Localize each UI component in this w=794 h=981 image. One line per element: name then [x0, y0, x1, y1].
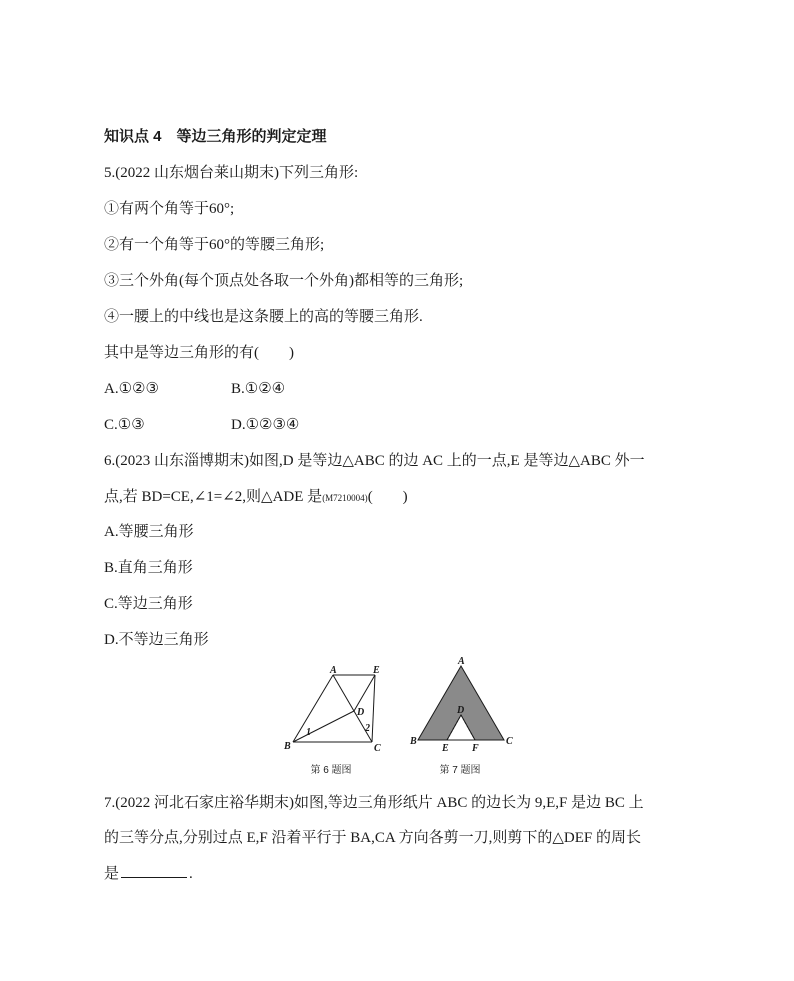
q5-item-2: ②有一个角等于60°的等腰三角形; — [104, 237, 325, 253]
fig6-segment-ec — [372, 675, 375, 742]
fig7-label-a: A — [458, 656, 465, 667]
q7-stem-line-3 — [104, 863, 193, 883]
q6-stem-text: 点,若 BD=CE,∠1=∠2,则△ADE 是 — [104, 489, 323, 505]
fig6-label-a: A — [330, 665, 337, 676]
fig7-label-b: B — [410, 736, 417, 747]
q7-line3-prefix: 是 — [104, 866, 120, 882]
q6-option-b: B.直角三角形 — [104, 560, 193, 576]
q5-option-d: D.①②③④ — [231, 417, 300, 433]
fig7-label-c: C — [506, 736, 513, 747]
fig6-segment-de — [354, 675, 375, 711]
q6-option-a: A.等腰三角形 — [104, 524, 194, 540]
fig7-caption: 第 7 题图 — [439, 765, 481, 776]
section-heading: 知识点 4 等边三角形的判定定理 — [104, 128, 327, 145]
q6-option-d: D.不等边三角形 — [104, 632, 209, 648]
q5-question: 其中是等边三角形的有( ) — [104, 345, 294, 361]
q5-stem: 5.(2022 山东烟台莱山期末)下列三角形: — [104, 165, 359, 181]
fig6-label-angle-1: 1 — [306, 727, 311, 738]
q7-line3-suffix: . — [189, 866, 193, 882]
q5-item-1: ①有两个角等于60°; — [104, 201, 235, 217]
fig6-label-d: D — [357, 707, 365, 718]
q6-stem-line-2 — [104, 487, 408, 507]
q5-item-3: ③三个外角(每个顶点处各取一个外角)都相等的三角形; — [104, 273, 464, 289]
fig6-label-e: E — [373, 665, 380, 676]
fig6-label-c: C — [374, 743, 381, 754]
q7-stem-line-1: 7.(2022 河北石家庄裕华期末)如图,等边三角形纸片 ABC 的边长为 9,E,F 是边 BC 上 — [104, 795, 644, 811]
fig6-label-b: B — [284, 741, 291, 752]
q5-item-4: ④一腰上的中线也是这条腰上的高的等腰三角形. — [104, 309, 423, 325]
q5-option-c: C.①③ — [104, 417, 145, 433]
fig7-label-e: E — [442, 743, 449, 754]
fig7-shaded-region — [418, 666, 504, 740]
q5-option-b: B.①②④ — [231, 381, 286, 397]
figures — [280, 655, 520, 760]
q5-option-a: A.①②③ — [104, 381, 159, 397]
q6-answer-blank: ( ) — [367, 489, 408, 505]
fig6-label-angle-2: 2 — [365, 723, 370, 734]
fig6-caption: 第 6 题图 — [310, 765, 352, 776]
q7-answer-blank — [121, 863, 187, 878]
fig7-label-d: D — [457, 705, 465, 716]
q6-question-code: (M7210004) — [322, 493, 368, 503]
fig7-label-f: F — [472, 743, 479, 754]
q7-stem-line-2: 的三等分点,分别过点 E,F 沿着平行于 BA,CA 方向各剪一刀,则剪下的△DEF 的周长 — [104, 830, 641, 846]
q6-stem-line-1: 6.(2023 山东淄博期末)如图,D 是等边△ABC 的边 AC 上的一点,E 是等边△ABC 外一 — [104, 453, 645, 469]
q6-option-c: C.等边三角形 — [104, 596, 193, 612]
